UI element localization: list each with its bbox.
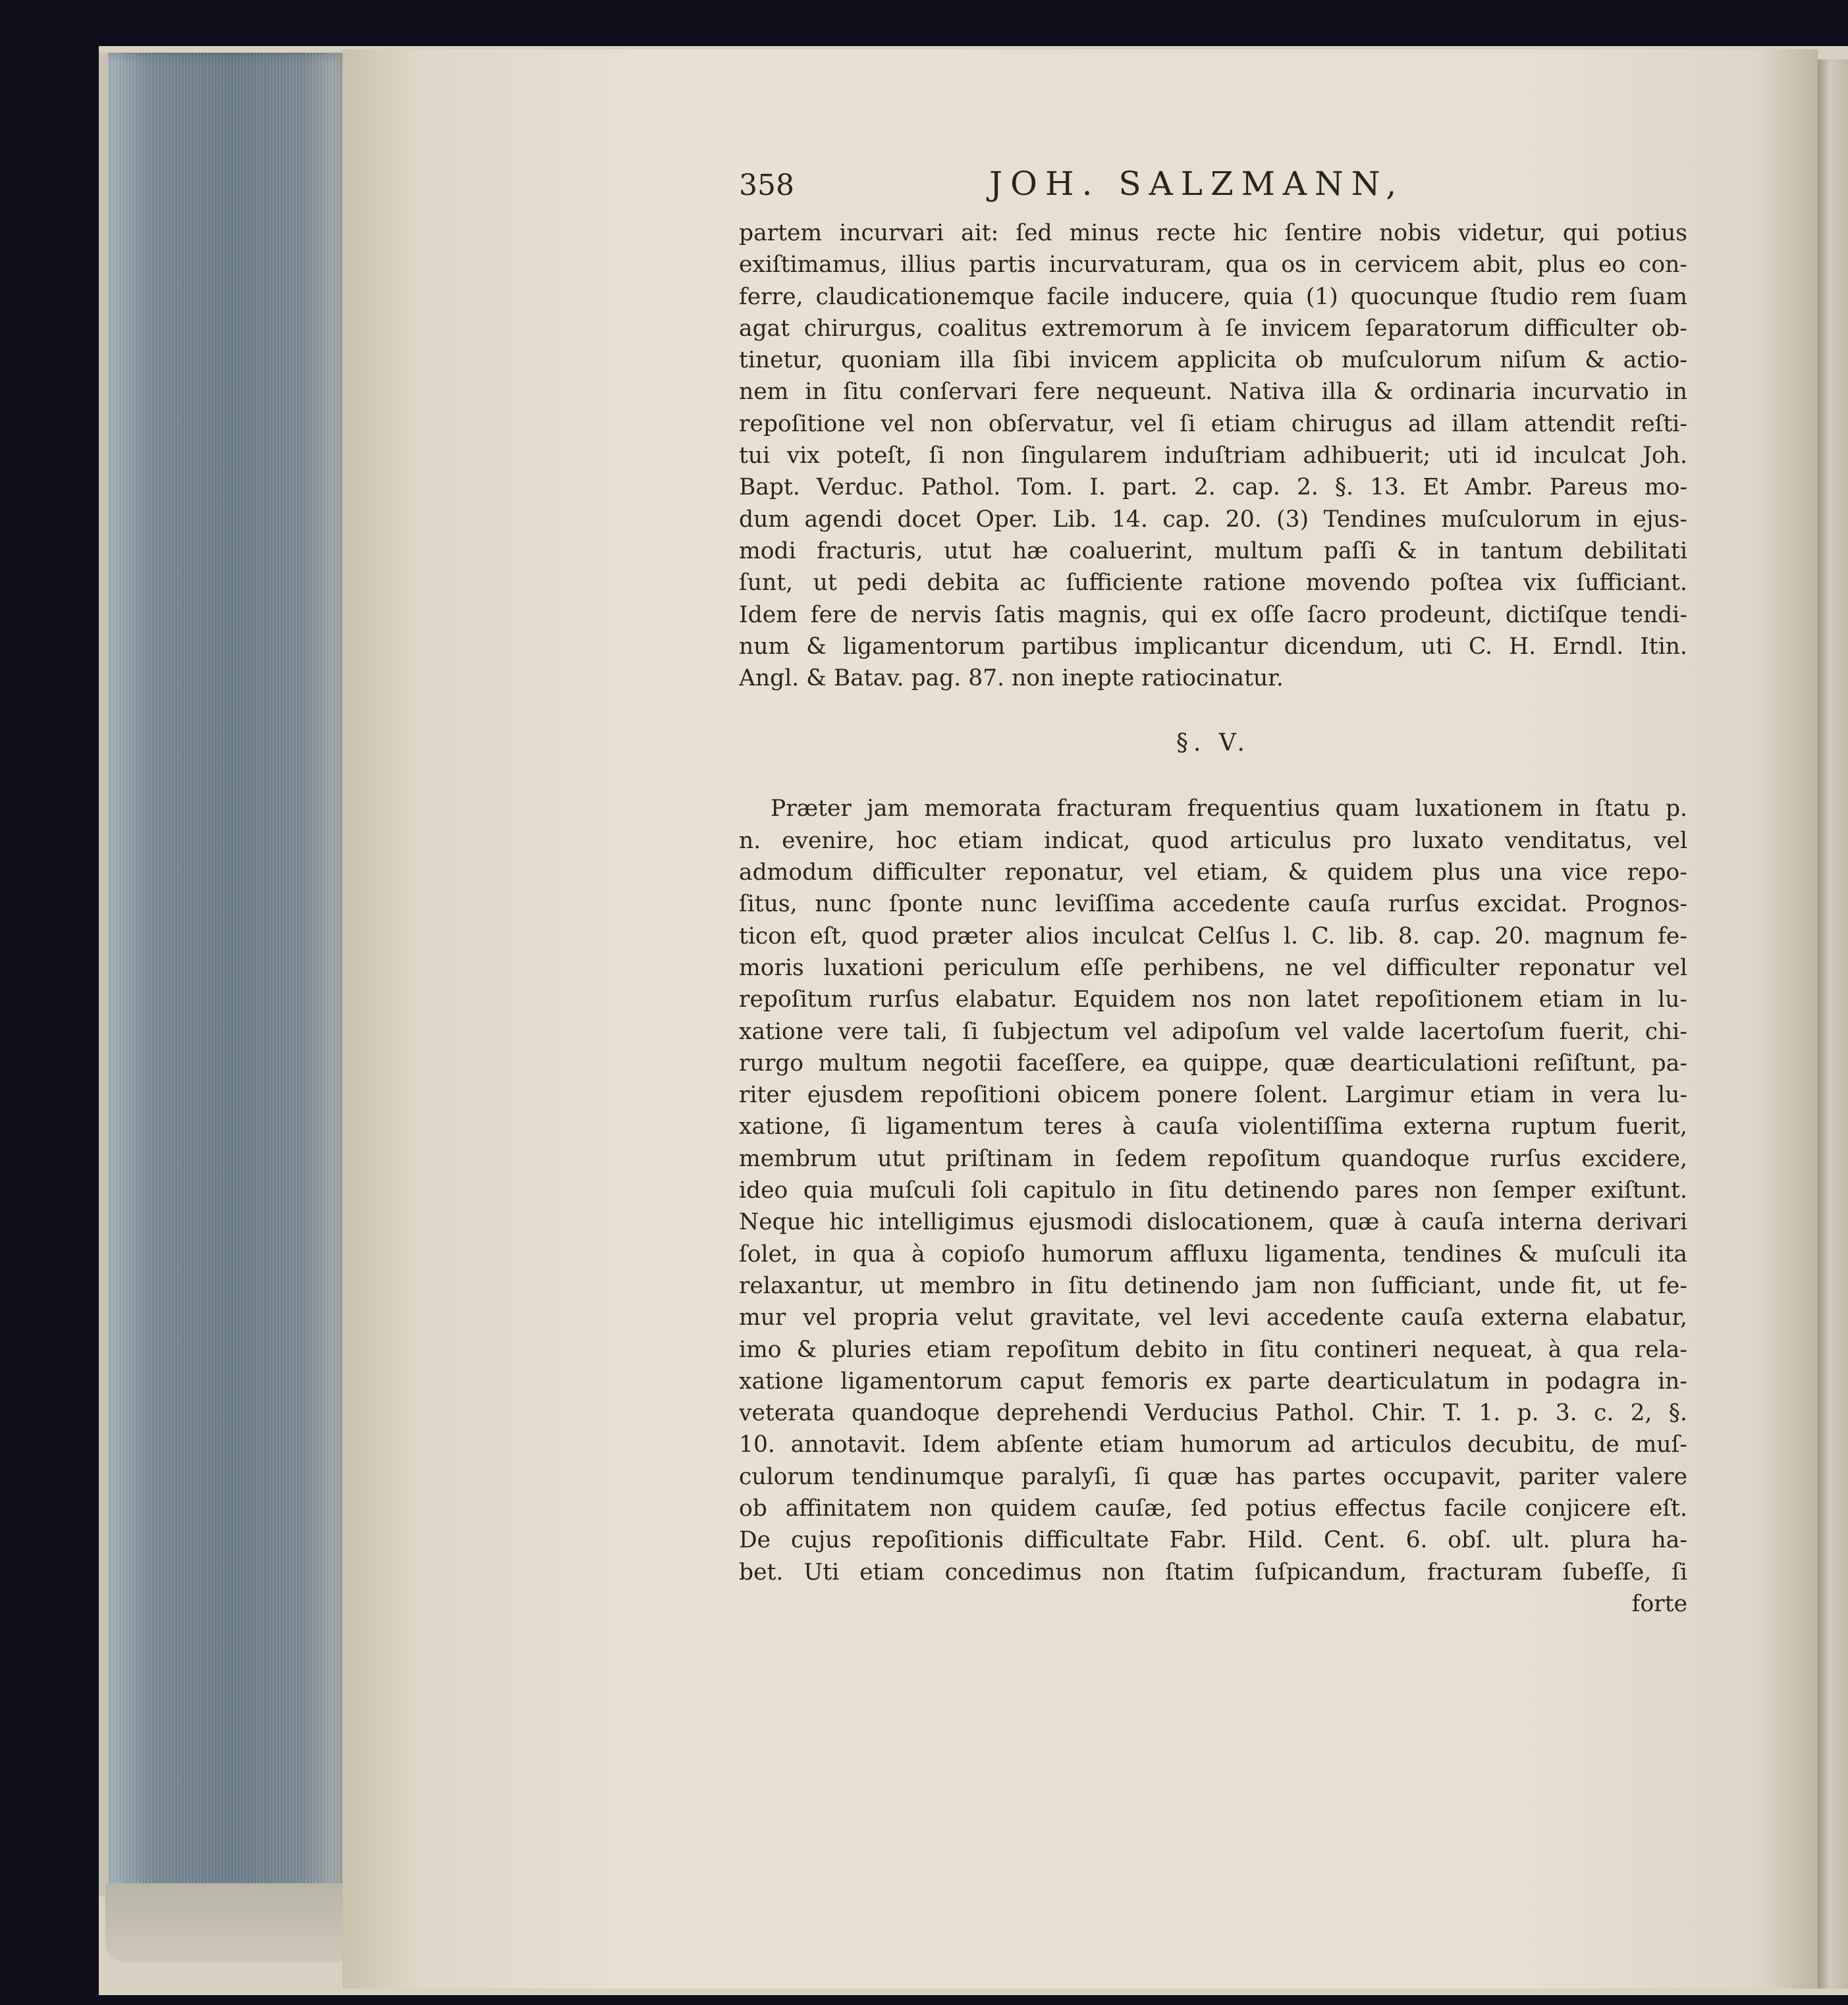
text-line: xatione vere tali, ſi ſubjectum vel adipoſum vel valde lacertoſum fuerit, chi- bbox=[739, 1018, 1687, 1045]
page-number: 358 bbox=[739, 169, 794, 202]
paragraph-1 bbox=[739, 217, 1687, 694]
text-line: ticon eſt, quod præter alios inculcat Celſus l. C. lib. 8. cap. 20. magnum fe- bbox=[739, 922, 1687, 949]
text-line: Angl. & Batav. pag. 87. non inepte ratiocinatur. bbox=[739, 665, 1284, 692]
running-head bbox=[739, 158, 1687, 217]
text-line: membrum utut priſtinam in ſedem repoſitum quandoque rurſus excidere, bbox=[739, 1145, 1687, 1172]
text-line: relaxantur, ut membro in ſitu detinendo jam non ſufficiant, unde fit, ut fe- bbox=[739, 1272, 1687, 1299]
text-line: Bapt. Verduc. Pathol. Tom. I. part. 2. cap. 2. §. 13. Et Ambr. Pareus mo- bbox=[739, 474, 1687, 501]
text-line: num & ligamentorum partibus implicantur dicendum, uti C. H. Erndl. Itin. bbox=[739, 633, 1687, 660]
text-line: ſitus, nunc ſponte nunc leviſſima accedente cauſa rurſus excidat. Prognos- bbox=[739, 891, 1687, 918]
text-line: admodum difficulter reponatur, vel etiam, & quidem plus una vice repo- bbox=[739, 859, 1687, 886]
text-line: riter ejusdem repoſitioni obicem ponere ſolent. Largimur etiam in vera lu- bbox=[739, 1082, 1687, 1109]
text-line: 10. annotavit. Idem abſente etiam humorum ad articulos decubitu, de muſ- bbox=[739, 1431, 1687, 1458]
text-line: agat chirurgus, coalitus extremorum à ſe invicem ſeparatorum difficulter ob- bbox=[739, 315, 1687, 342]
text-line: bet. Uti etiam concedimus non ſtatim ſuſpicandum, fracturam ſubeſſe, ſi bbox=[739, 1559, 1687, 1586]
section-heading: §. V. bbox=[1176, 730, 1251, 757]
text-line: rurgo multum negotii faceſſere, ea quippe, quæ dearticulationi reſiſtunt, pa- bbox=[739, 1050, 1687, 1077]
page-stack-bottom bbox=[105, 1883, 356, 1962]
text-line: mur vel propria velut gravitate, vel levi accedente cauſa externa elabatur, bbox=[739, 1304, 1687, 1331]
text-line: ſolet, in qua à copioſo humorum affluxu ligamenta, tendines & muſculi ita bbox=[739, 1241, 1687, 1268]
page-stack-edge bbox=[99, 53, 352, 1896]
text-line: moris luxationi periculum eſſe perhibens, ne vel difficulter reponatur vel bbox=[739, 954, 1687, 981]
text-line: xatione, ſi ligamentum teres à cauſa violentiſſima externa ruptum fuerit, bbox=[739, 1113, 1687, 1140]
text-line: modi fracturis, utut hæ coaluerint, multum paſſi & in tantum debilitati bbox=[739, 537, 1687, 564]
facing-page-edge bbox=[1818, 59, 1848, 1989]
text-line: dum agendi docet Oper. Lib. 14. cap. 20. (3) Tendines muſculorum in ejus- bbox=[739, 506, 1687, 533]
text-line: ob affinitatem non quidem cauſæ, ſed potius effectus facile conjicere eſt. bbox=[739, 1495, 1687, 1522]
text-line: ferre, claudicationemque facile inducere, quia (1) quocunque ſtudio rem ſuam bbox=[739, 283, 1687, 310]
text-line: nem in ſitu conſervari fere nequeunt. Nativa illa & ordinaria incurvatio in bbox=[739, 379, 1687, 406]
text-line: Præter jam memorata fracturam frequentius quam luxationem in ſtatu p. bbox=[771, 795, 1687, 822]
catchword: forte bbox=[1631, 1590, 1687, 1617]
text-line: imo & pluries etiam repoſitum debito in ſitu contineri nequeat, à qua rela- bbox=[739, 1336, 1687, 1363]
text-line: tui vix poteſt, ſi non ſingularem induſtriam adhibuerit; uti id inculcat Joh. bbox=[739, 442, 1687, 469]
paragraph-2 bbox=[739, 793, 1687, 1588]
page-text-block bbox=[739, 158, 1687, 1620]
text-line: exiſtimamus, illius partis incurvaturam, qua os in cervicem abit, plus eo con- bbox=[739, 252, 1687, 279]
text-line: culorum tendinumque paralyſi, ſi quæ has partes occupavit, pariter valere bbox=[739, 1463, 1687, 1490]
text-line: n. evenire, hoc etiam indicat, quod articulus pro luxato venditatus, vel bbox=[739, 827, 1687, 854]
running-title: JOH. SALZMANN, bbox=[989, 165, 1405, 203]
text-line: tinetur, quoniam illa ſibi invicem applicita ob muſculorum niſum & actio- bbox=[739, 347, 1687, 374]
text-line: Neque hic intelligimus ejusmodi dislocationem, quæ à cauſa interna derivari bbox=[739, 1209, 1687, 1236]
text-line: Idem fere de nervis ſatis magnis, qui ex oſſe ſacro prodeunt, dictiſque tendi- bbox=[739, 601, 1687, 628]
text-line: xatione ligamentorum caput femoris ex parte dearticulatum in podagra in- bbox=[739, 1368, 1687, 1395]
text-line: repoſitum rurſus elabatur. Equidem nos non latet repoſitionem etiam in lu- bbox=[739, 986, 1687, 1013]
text-line: repoſitione vel non obſervatur, vel ſi etiam chirugus ad illam attendit reſti- bbox=[739, 410, 1687, 437]
text-line: ſunt, ut pedi debita ac ſufficiente ratione movendo poſtea vix ſufficiant. bbox=[739, 570, 1687, 597]
text-line: De cujus repoſitionis difficultate Fabr. Hild. Cent. 6. obſ. ult. plura ha- bbox=[739, 1527, 1687, 1554]
text-line: veterata quandoque deprehendi Verducius Pathol. Chir. T. 1. p. 3. c. 2, §. bbox=[739, 1400, 1687, 1427]
text-line: ideo quia muſculi ſoli capitulo in ſitu detinendo pares non ſemper exiſtunt. bbox=[739, 1177, 1687, 1204]
text-line: partem incurvari ait: ſed minus recte hic ſentire nobis videtur, qui potius bbox=[739, 220, 1687, 246]
